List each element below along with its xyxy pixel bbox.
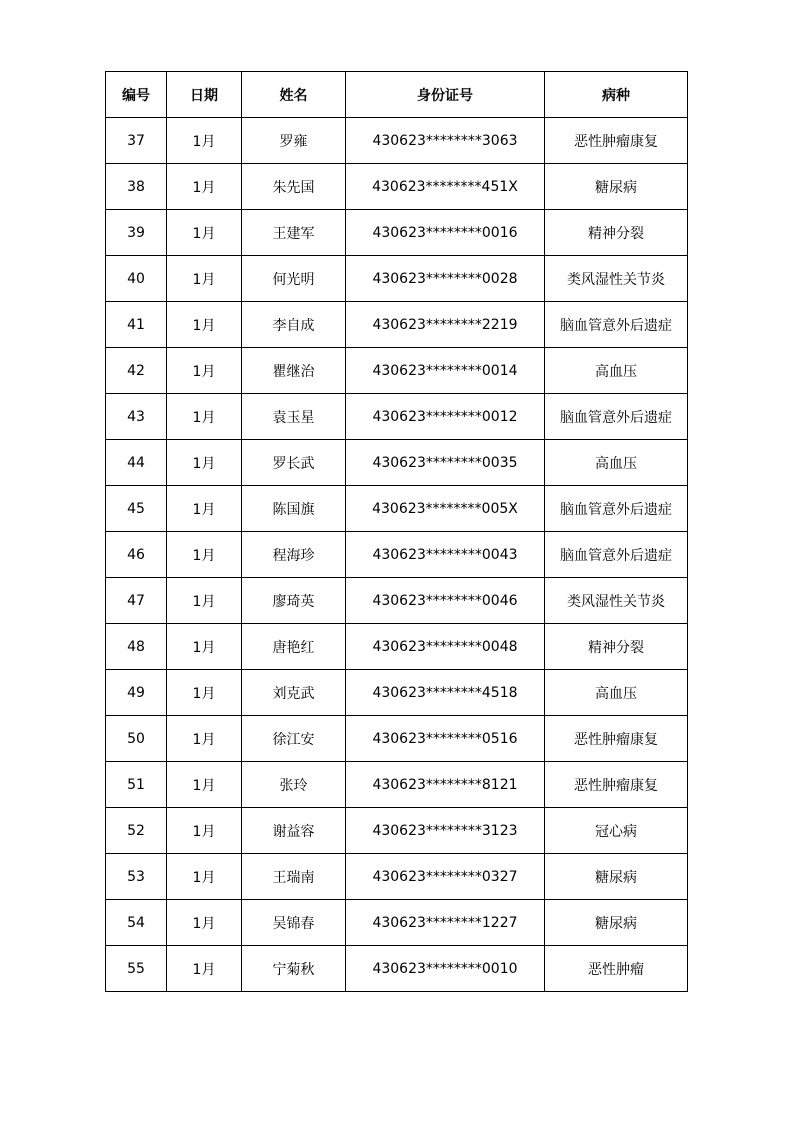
cell-name: 罗雍 [242, 118, 346, 164]
cell-id: 430623********0035 [346, 440, 545, 486]
cell-no: 51 [106, 762, 167, 808]
cell-date: 1月 [167, 624, 242, 670]
cell-id: 430623********1227 [346, 900, 545, 946]
table-row [106, 946, 688, 992]
cell-disease: 脑血管意外后遗症 [545, 302, 688, 348]
cell-date: 1月 [167, 348, 242, 394]
cell-disease: 脑血管意外后遗症 [545, 532, 688, 578]
cell-id: 430623********451X [346, 164, 545, 210]
cell-no: 40 [106, 256, 167, 302]
table-row [106, 854, 688, 900]
cell-name: 廖琦英 [242, 578, 346, 624]
cell-name: 何光明 [242, 256, 346, 302]
table-row [106, 486, 688, 532]
cell-id: 430623********0028 [346, 256, 545, 302]
table-row [106, 624, 688, 670]
cell-disease: 恶性肿瘤康复 [545, 118, 688, 164]
cell-name: 李自成 [242, 302, 346, 348]
cell-no: 47 [106, 578, 167, 624]
cell-disease: 脑血管意外后遗症 [545, 486, 688, 532]
cell-name: 朱先国 [242, 164, 346, 210]
table-row [106, 900, 688, 946]
cell-no: 55 [106, 946, 167, 992]
table-row [106, 808, 688, 854]
cell-name: 罗长武 [242, 440, 346, 486]
cell-disease: 高血压 [545, 348, 688, 394]
cell-id: 430623********0046 [346, 578, 545, 624]
cell-no: 50 [106, 716, 167, 762]
cell-id: 430623********8121 [346, 762, 545, 808]
cell-date: 1月 [167, 394, 242, 440]
cell-name: 唐艳红 [242, 624, 346, 670]
cell-id: 430623********0014 [346, 348, 545, 394]
table-row [106, 118, 688, 164]
table-body [106, 118, 688, 992]
table-row [106, 670, 688, 716]
cell-disease: 高血压 [545, 670, 688, 716]
cell-name: 袁玉星 [242, 394, 346, 440]
cell-disease: 恶性肿瘤康复 [545, 762, 688, 808]
cell-id: 430623********2219 [346, 302, 545, 348]
cell-no: 45 [106, 486, 167, 532]
table-row [106, 440, 688, 486]
table-row [106, 348, 688, 394]
table-row [106, 532, 688, 578]
cell-id: 430623********3063 [346, 118, 545, 164]
cell-name: 程海珍 [242, 532, 346, 578]
cell-disease: 精神分裂 [545, 210, 688, 256]
cell-name: 瞿继治 [242, 348, 346, 394]
cell-date: 1月 [167, 578, 242, 624]
cell-id: 430623********4518 [346, 670, 545, 716]
record-table [105, 71, 688, 992]
cell-no: 41 [106, 302, 167, 348]
cell-name: 吴锦春 [242, 900, 346, 946]
cell-id: 430623********0516 [346, 716, 545, 762]
cell-date: 1月 [167, 302, 242, 348]
cell-date: 1月 [167, 854, 242, 900]
cell-date: 1月 [167, 716, 242, 762]
table-header [106, 72, 688, 118]
cell-id: 430623********0012 [346, 394, 545, 440]
cell-id: 430623********3123 [346, 808, 545, 854]
header-row [106, 72, 688, 118]
cell-id: 430623********0010 [346, 946, 545, 992]
cell-no: 46 [106, 532, 167, 578]
cell-id: 430623********0327 [346, 854, 545, 900]
cell-no: 39 [106, 210, 167, 256]
cell-no: 49 [106, 670, 167, 716]
table-row [106, 256, 688, 302]
cell-name: 陈国旗 [242, 486, 346, 532]
cell-date: 1月 [167, 762, 242, 808]
header-no: 编号 [106, 72, 167, 118]
cell-name: 王瑞南 [242, 854, 346, 900]
cell-disease: 糖尿病 [545, 854, 688, 900]
table-row [106, 716, 688, 762]
cell-no: 42 [106, 348, 167, 394]
cell-disease: 精神分裂 [545, 624, 688, 670]
cell-no: 48 [106, 624, 167, 670]
cell-no: 52 [106, 808, 167, 854]
table-row [106, 394, 688, 440]
cell-no: 37 [106, 118, 167, 164]
table-row [106, 164, 688, 210]
cell-date: 1月 [167, 164, 242, 210]
cell-name: 王建军 [242, 210, 346, 256]
cell-date: 1月 [167, 256, 242, 302]
cell-id: 430623********0048 [346, 624, 545, 670]
cell-name: 徐江安 [242, 716, 346, 762]
cell-disease: 高血压 [545, 440, 688, 486]
table-row [106, 578, 688, 624]
header-name: 姓名 [242, 72, 346, 118]
cell-date: 1月 [167, 486, 242, 532]
cell-name: 宁菊秋 [242, 946, 346, 992]
cell-id: 430623********005X [346, 486, 545, 532]
cell-disease: 糖尿病 [545, 164, 688, 210]
cell-date: 1月 [167, 440, 242, 486]
cell-no: 44 [106, 440, 167, 486]
cell-disease: 恶性肿瘤康复 [545, 716, 688, 762]
cell-disease: 恶性肿瘤 [545, 946, 688, 992]
table-row [106, 210, 688, 256]
cell-date: 1月 [167, 808, 242, 854]
header-disease: 病种 [545, 72, 688, 118]
cell-id: 430623********0043 [346, 532, 545, 578]
cell-date: 1月 [167, 900, 242, 946]
cell-id: 430623********0016 [346, 210, 545, 256]
header-date: 日期 [167, 72, 242, 118]
header-id: 身份证号 [346, 72, 545, 118]
table-row [106, 302, 688, 348]
cell-no: 38 [106, 164, 167, 210]
cell-date: 1月 [167, 118, 242, 164]
cell-disease: 类风湿性关节炎 [545, 578, 688, 624]
cell-disease: 冠心病 [545, 808, 688, 854]
cell-date: 1月 [167, 670, 242, 716]
cell-date: 1月 [167, 532, 242, 578]
cell-name: 张玲 [242, 762, 346, 808]
cell-disease: 脑血管意外后遗症 [545, 394, 688, 440]
cell-no: 53 [106, 854, 167, 900]
cell-date: 1月 [167, 946, 242, 992]
cell-name: 谢益容 [242, 808, 346, 854]
cell-no: 43 [106, 394, 167, 440]
cell-disease: 糖尿病 [545, 900, 688, 946]
cell-disease: 类风湿性关节炎 [545, 256, 688, 302]
cell-name: 刘克武 [242, 670, 346, 716]
cell-date: 1月 [167, 210, 242, 256]
cell-no: 54 [106, 900, 167, 946]
table-row [106, 762, 688, 808]
